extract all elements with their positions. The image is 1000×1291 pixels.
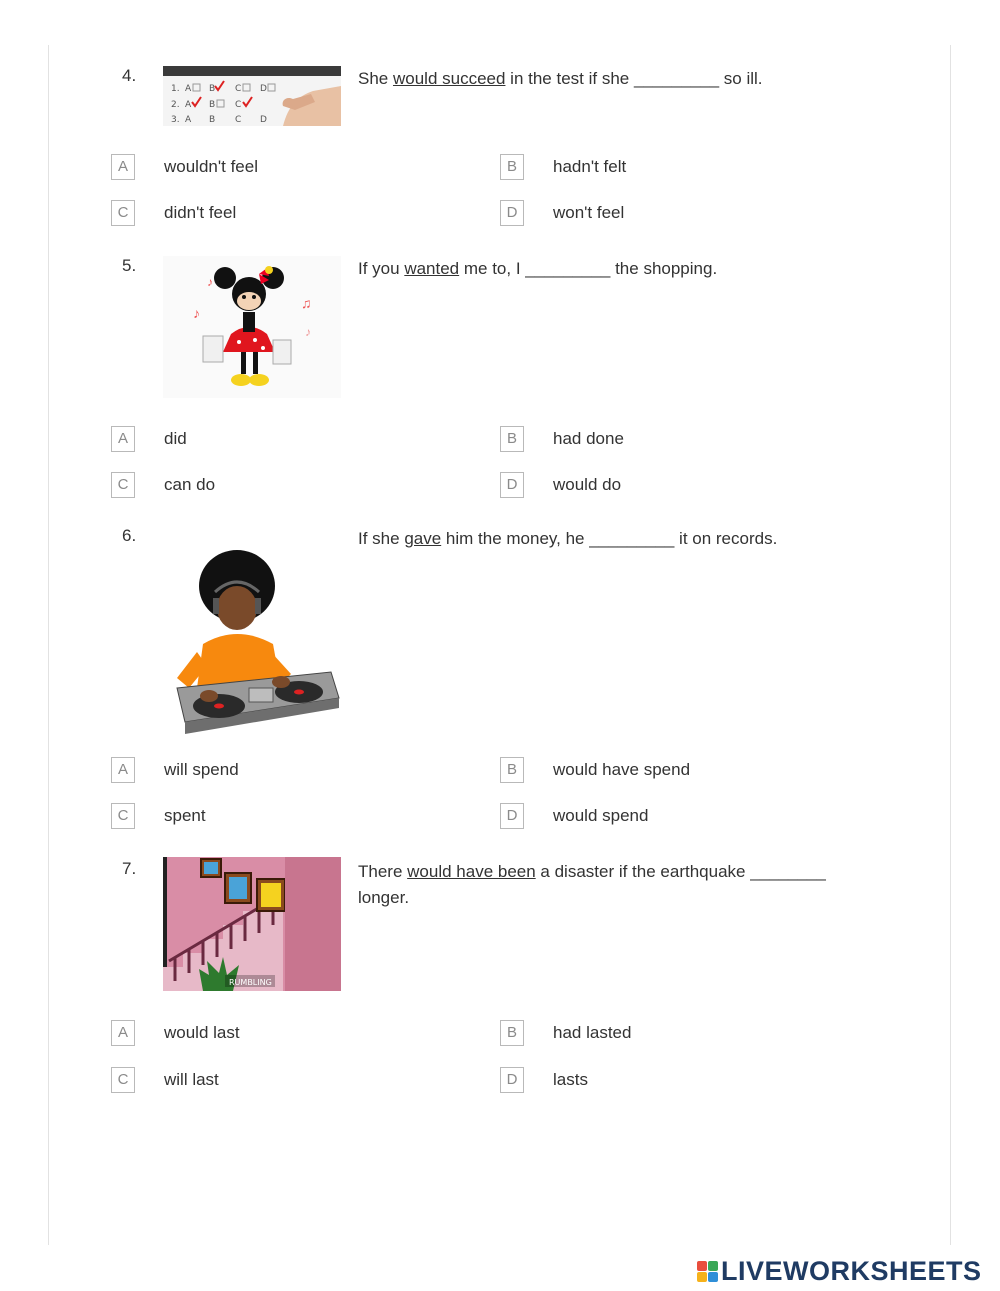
option-label: can do [164, 475, 216, 494]
option-letter-box[interactable]: A [111, 1020, 135, 1046]
test-answer-sheet-image [163, 66, 341, 126]
option-label: did [164, 429, 187, 448]
svg-text:2.: 2. [171, 100, 180, 110]
option-label: would do [553, 475, 622, 494]
option-letter-box[interactable]: B [500, 757, 524, 783]
option-label: had done [553, 429, 624, 448]
svg-text:D: D [260, 115, 267, 125]
underlined-phrase: would succeed [392, 69, 506, 88]
dj-turntables-image [163, 548, 341, 748]
svg-text:A: A [185, 100, 192, 110]
option-label: hadn't felt [553, 157, 627, 176]
brand-block [697, 1272, 707, 1282]
underlined-phrase: wanted [404, 259, 460, 278]
staircase-earthquake-image [163, 857, 341, 991]
svg-text:1.: 1. [171, 84, 180, 94]
option-label: would have spend [553, 760, 691, 779]
svg-text:C: C [235, 84, 242, 94]
svg-text:3.: 3. [171, 115, 180, 125]
option-letter-box[interactable]: D [500, 200, 524, 226]
svg-text:♪: ♪ [207, 275, 213, 289]
option-letter-box[interactable]: D [500, 1067, 524, 1093]
svg-text:C: C [235, 115, 242, 125]
question-text: She would succeed in the test if she _________ so ill. [358, 69, 763, 88]
option-letter-box[interactable]: B [500, 1020, 524, 1046]
svg-text:D: D [260, 84, 267, 94]
question-text: There would have been a disaster if the earthquake ________ longer. [358, 862, 826, 907]
option-label: had lasted [553, 1023, 632, 1042]
option-label: won't feel [553, 203, 625, 222]
svg-text:C: C [235, 100, 242, 110]
svg-text:♪: ♪ [305, 325, 311, 339]
question-number: 6. [122, 526, 137, 545]
option-letter-box[interactable]: C [111, 1067, 135, 1093]
option-label: didn't feel [164, 203, 237, 222]
svg-text:♫: ♫ [301, 295, 312, 311]
option-label: wouldn't feel [164, 157, 258, 176]
option-label: lasts [553, 1070, 588, 1089]
option-letter-box[interactable]: B [500, 426, 524, 452]
option-letter-box[interactable]: B [500, 154, 524, 180]
option-label: would spend [553, 806, 649, 825]
question-number: 5. [122, 256, 137, 275]
cartoon-mouse-shopping-image [163, 256, 341, 398]
question-number: 7. [122, 859, 137, 878]
question-number: 4. [122, 66, 137, 85]
question-text: If you wanted me to, I _________ the shopping. [358, 259, 718, 278]
option-label: will spend [164, 760, 239, 779]
brand-block [708, 1261, 718, 1271]
option-label: would last [164, 1023, 240, 1042]
svg-text:B: B [209, 100, 216, 110]
option-letter-box[interactable]: A [111, 426, 135, 452]
svg-text:♪: ♪ [193, 305, 200, 321]
image-caption: RUMBLING [229, 978, 272, 987]
brand-name: LIVEWORKSHEETS [721, 1255, 982, 1286]
svg-text:A: A [185, 115, 192, 125]
brand-block [708, 1272, 718, 1282]
svg-text:B: B [209, 84, 216, 94]
option-label: will last [164, 1070, 219, 1089]
option-letter-box[interactable]: C [111, 200, 135, 226]
option-letter-box[interactable]: C [111, 803, 135, 829]
underlined-phrase: gave [404, 529, 442, 548]
option-label: spent [164, 806, 206, 825]
option-letter-box[interactable]: A [111, 154, 135, 180]
option-letter-box[interactable]: C [111, 472, 135, 498]
liveworksheets-logo[interactable] [697, 1255, 982, 1287]
page-left-border [48, 45, 49, 1245]
svg-text:B: B [209, 115, 216, 125]
underlined-phrase: would have been [407, 862, 536, 881]
question-text: If she gave him the money, he _________ it on records. [358, 529, 778, 548]
option-letter-box[interactable]: A [111, 757, 135, 783]
svg-text:A: A [185, 84, 192, 94]
option-letter-box[interactable]: D [500, 803, 524, 829]
brand-mark-icon [697, 1261, 718, 1282]
option-letter-box[interactable]: D [500, 472, 524, 498]
brand-block [697, 1261, 707, 1271]
page-right-border [950, 45, 951, 1245]
